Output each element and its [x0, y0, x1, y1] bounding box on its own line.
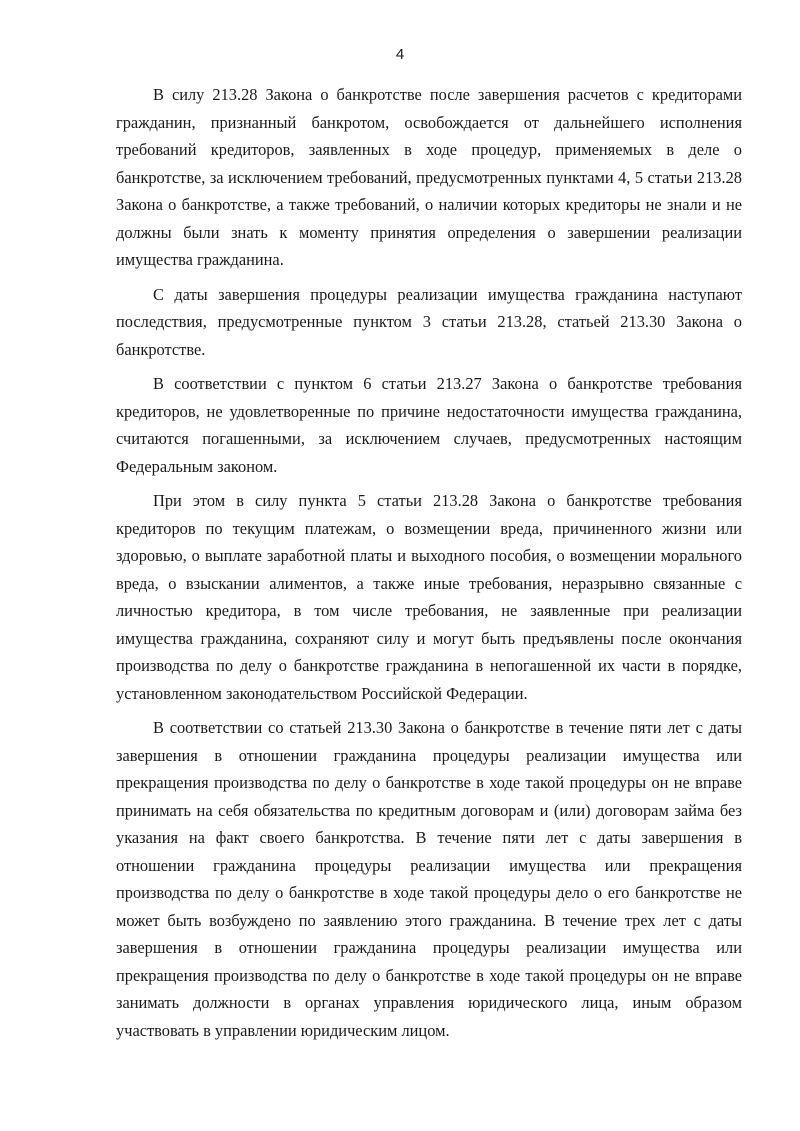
paragraph-debt-release: В силу 213.28 Закона о банкротстве после завершения расчетов с кредиторами гражданин, признанный банкротом, освобождается от дальнейшего исполнения требований кредиторов, заявленных в ходе процедур, применяемых в деле о банкротстве, за исключением требований, предусмотренных пунктами 4, 5 статьи 213.28 Закона о банкротстве, а также требований, о наличии которых кредиторы не знали и не должны были знать к моменту принятия определения о завершении реализации имущества гражданина. — [116, 85, 742, 269]
paragraph-five-year-restrictions: В соответствии со статьей 213.30 Закона о банкротстве в течение пяти лет с даты завершения в отношении гражданина процедуры реализации имущества или прекращения производства по делу о банкротстве в ходе такой процедуры он не вправе принимать на себя обязательства по кредитным договорам и (или) договорам займа без указания на факт своего банкротства. В течение пяти лет с даты завершения в отношении гражданина процедуры реализации имущества или прекращения производства по делу о банкротстве в ходе такой процедуры дело о его банкротстве не может быть возбуждено по заявлению этого гражданина. В течение трех лет с даты завершения в отношении гражданина процедуры реализации имущества или прекращения производства по делу о банкротстве в ходе такой процедуры он не вправе занимать должности в органах управления юридического лица, иным образом участвовать в управлении юридическим лицом. — [116, 718, 742, 1040]
page-number: 4 — [395, 46, 405, 63]
paragraph-consequences: С даты завершения процедуры реализации имущества гражданина наступают последствия, предусмотренные пунктом 3 статьи 213.28, статьей 213.30 Закона о банкротстве. — [116, 284, 742, 359]
paragraph-claims-extinguished: В соответствии с пунктом 6 статьи 213.27 Закона о банкротстве требования кредиторов, не удовлетворенные по причине недостаточности имущества гражданина, считаются погашенными, за исключением случаев, предусмотренных настоящим Федеральным законом. — [116, 374, 742, 476]
paragraph-surviving-claims: При этом в силу пункта 5 статьи 213.28 Закона о банкротстве требования кредиторов по текущим платежам, о возмещении вреда, причиненного жизни или здоровью, о выплате заработной платы и выходного пособия, о возмещении морального вреда, о взыскании алиментов, а также иные требования, неразрывно связанные с личностью кредитора, в том числе требования, не заявленные при реализации имущества гражданина, сохраняют силу и могут быть предъявлены после окончания производства по делу о банкротстве гражданина в непогашенной их части в порядке, установленном законодательством Российской Федерации. — [116, 491, 742, 703]
document-body — [116, 81, 742, 1044]
